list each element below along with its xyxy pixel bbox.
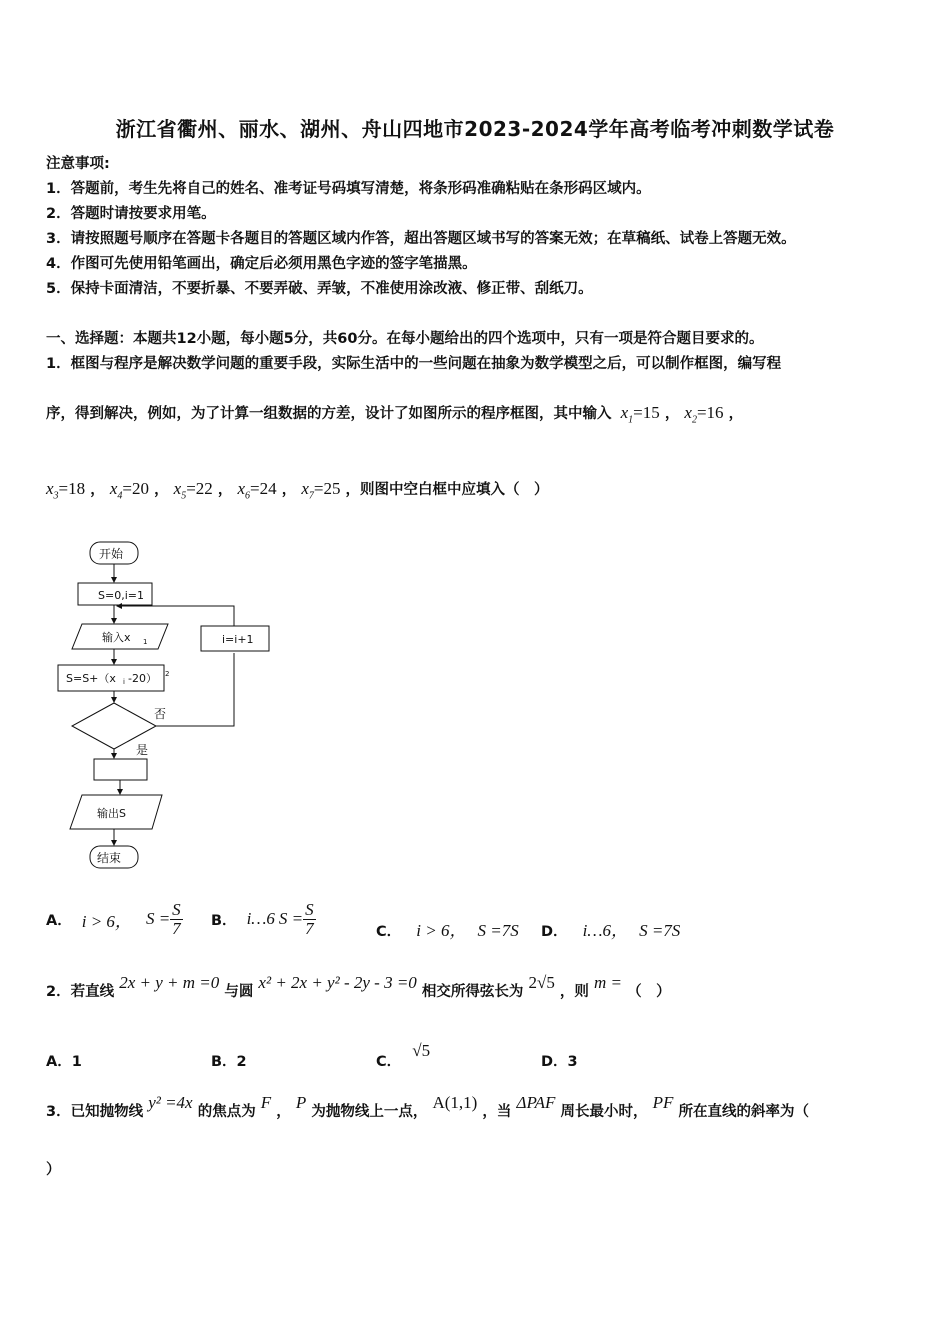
flow-update-sub: i bbox=[123, 678, 125, 686]
q1-option-a[interactable] bbox=[46, 894, 183, 944]
q3-text bbox=[46, 1093, 810, 1121]
flow-update-sup: 2 bbox=[165, 670, 170, 678]
q2-text bbox=[46, 973, 671, 1001]
page-title: 浙江省衢州、丽水、湖州、舟山四地市2023-2024学年高考临考冲刺数学试卷 bbox=[115, 117, 835, 141]
notice-heading: 注意事项: bbox=[46, 156, 110, 172]
q3-close: ） bbox=[46, 1162, 61, 1178]
fraction: $\frac{S}{7}$ bbox=[305, 899, 314, 938]
q2-circle-eq: x² + 2x + y² - 2y - 3 =0 bbox=[258, 973, 417, 992]
flow-yes-label: 是 bbox=[136, 743, 149, 757]
q1-option-c[interactable] bbox=[376, 916, 519, 941]
notice-item: 4．作图可先使用铅笔画出，确定后必须用黑色字迹的签字笔描黑。 bbox=[46, 256, 477, 272]
option-label: C． bbox=[376, 924, 402, 940]
q2-paren: （ ） bbox=[627, 984, 671, 1000]
notice-item: 3．请按照题号顺序在答题卡各题目的答题区域内作答，超出答题区域书写的答案无效；在草稿纸、试卷上答题无效。 bbox=[46, 231, 796, 247]
flow-update-label: S=S+（x bbox=[66, 672, 116, 685]
var-x2: $x_2$ bbox=[684, 403, 697, 426]
x1-value: =15 bbox=[633, 403, 660, 422]
q3-prefix: 3．已知抛物线 bbox=[46, 1104, 144, 1120]
option-cond: i…6， bbox=[582, 921, 628, 940]
q3-A: A(1,1) bbox=[432, 1093, 478, 1112]
option-s: S = bbox=[278, 909, 304, 928]
option-label: D． bbox=[541, 924, 568, 940]
var-x6: $x_6$ bbox=[237, 479, 251, 502]
q3-t2: 为抛物线上一点， bbox=[311, 1104, 428, 1120]
x2-value: =16 bbox=[696, 403, 724, 422]
flowchart bbox=[40, 536, 290, 876]
fraction: $\frac{S}{7}$ bbox=[172, 899, 181, 938]
q1-tail: ，则图中空白框中应填入（ ） bbox=[345, 482, 549, 498]
q2-prefix: 2．若直线 bbox=[46, 984, 115, 1000]
x4-value: =20 bbox=[122, 479, 149, 498]
q1-text: 序，得到解决，例如，为了计算一组数据的方差，设计了如图所示的程序框图，其中输入 bbox=[46, 406, 612, 422]
option-s: S = bbox=[145, 909, 171, 928]
x3-value: =18 bbox=[58, 479, 86, 498]
q3-tri: ΔPAF bbox=[516, 1093, 556, 1112]
flow-end-label: 结束 bbox=[97, 851, 122, 865]
q2-mid: 与圆 bbox=[224, 984, 254, 1000]
x7-value: =25 bbox=[313, 479, 341, 498]
option-s: S =7S bbox=[477, 921, 519, 940]
q1-option-b[interactable] bbox=[211, 894, 316, 944]
q3-PF: PF bbox=[652, 1093, 674, 1112]
q2-option-b[interactable]: B．2 bbox=[211, 1054, 247, 1070]
flow-update-rest: -20） bbox=[128, 672, 157, 685]
q2-option-a[interactable]: A．1 bbox=[46, 1054, 82, 1070]
q1-text-line2: 序，得到解决，例如，为了计算一组数据的方差，设计了如图所示的程序框图，其中输入 $x_1=15$ ， $x_2=16$ ， bbox=[46, 403, 744, 426]
flow-start-label: 开始 bbox=[99, 547, 124, 561]
option-label: C． bbox=[376, 1054, 402, 1070]
flow-blank-box bbox=[94, 759, 147, 780]
flow-input-sub: 1 bbox=[143, 638, 148, 646]
q2-option-d[interactable]: D．3 bbox=[541, 1054, 578, 1070]
q3-t4: 周长最小时， bbox=[560, 1104, 648, 1120]
q2-end: ，则 bbox=[559, 984, 589, 1000]
x5-value: =22 bbox=[186, 479, 213, 498]
option-label: B． bbox=[211, 912, 237, 929]
var-x5: $x_5$ bbox=[173, 479, 187, 502]
section-heading: 一、选择题：本题共12小题，每小题5分，共60分。在每小题给出的四个选项中，只有一项是符合题目要求的。 bbox=[46, 331, 764, 347]
flow-inc-label: i=i+1 bbox=[222, 633, 254, 646]
option-cond: i > 6， bbox=[416, 921, 467, 940]
notice-item: 1．答题前，考生先将自己的姓名、准考证号码填写清楚，将条形码准确粘贴在条形码区域内。 bbox=[46, 181, 651, 197]
q2-line-eq: 2x + y + m =0 bbox=[119, 973, 220, 992]
x6-value: =24 bbox=[250, 479, 277, 498]
var-x1: $x_1$ bbox=[620, 403, 634, 426]
q1-option-d[interactable] bbox=[541, 916, 680, 941]
q3-F: F bbox=[260, 1093, 272, 1112]
notice-item: 5．保持卡面清洁，不要折暴、不要弄破、弄皱，不准使用涂改液、修正带、刮纸刀。 bbox=[46, 281, 593, 297]
option-value: √5 bbox=[412, 1041, 431, 1060]
q3-t5: 所在直线的斜率为（ bbox=[678, 1104, 810, 1120]
option-cond: i…6 bbox=[246, 909, 275, 928]
q3-parabola: y² =4x bbox=[148, 1093, 193, 1112]
q2-option-c[interactable] bbox=[376, 1040, 431, 1070]
flow-init-label: S=0,i=1 bbox=[98, 589, 144, 602]
q3-comma: ， bbox=[276, 1104, 291, 1120]
q2-m: m = bbox=[594, 973, 623, 992]
option-label: A． bbox=[46, 912, 72, 929]
q3-t1: 的焦点为 bbox=[197, 1104, 256, 1120]
flow-output-label: 输出S bbox=[97, 807, 126, 820]
q3-P: P bbox=[295, 1093, 307, 1112]
var-x7: $x_7$ bbox=[301, 479, 314, 502]
var-x4: $x_4$ bbox=[109, 479, 123, 502]
q1-text-line1: 1．框图与程序是解决数学问题的重要手段，实际生活中的一些问题在抽象为数学模型之后，可以制作框图，编写程 bbox=[46, 356, 782, 372]
q1-text-line3: $x_3=18$ ， $x_4=20$ ， $x_5=22$ ， $x_6=24$ ， $x_7=25$ ，则图中空白框中应填入（ ） bbox=[46, 479, 549, 502]
var-x3: $x_3$ bbox=[46, 479, 59, 502]
option-s: S =7S bbox=[639, 921, 681, 940]
q3-t3: ，当 bbox=[482, 1104, 512, 1120]
notice-item: 2．答题时请按要求用笔。 bbox=[46, 206, 216, 222]
flow-input-label: 输入x bbox=[102, 631, 131, 644]
flow-no-label: 否 bbox=[154, 707, 167, 721]
q2-mid2: 相交所得弦长为 bbox=[421, 984, 524, 1000]
option-cond: i > 6， bbox=[81, 911, 132, 931]
q2-chord: 2√5 bbox=[528, 973, 555, 992]
